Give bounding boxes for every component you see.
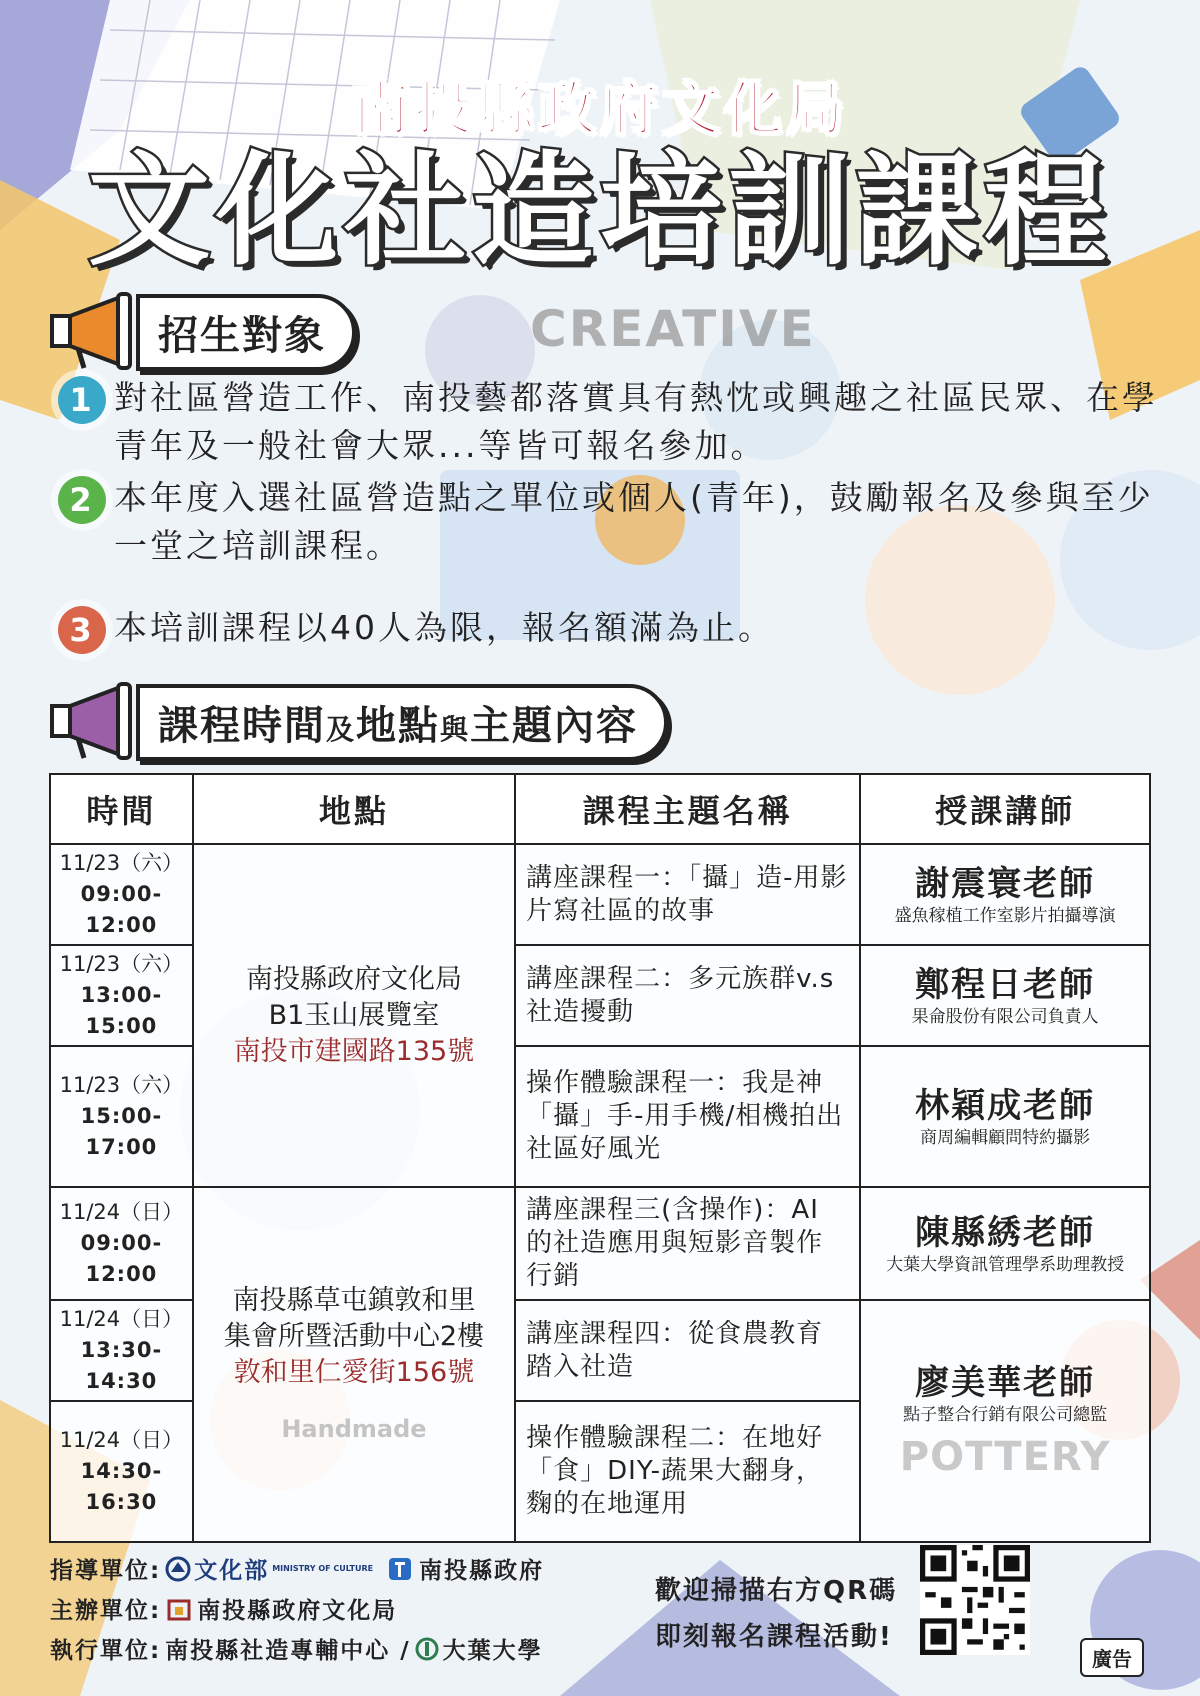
exec-org-2: 大葉大學 [442,1638,543,1664]
date-text: 11/24（日） [59,1307,184,1331]
county-logo-icon [387,1556,413,1582]
venue-name: 南投縣政府文化局 [245,963,462,995]
culture-bureau-logo-icon [167,1597,191,1621]
number-badge-2: 2 [58,476,106,524]
time-range: 13:00-15:00 [80,983,163,1038]
main-title: 文化社造培訓課程 [88,140,1112,282]
teacher-cell [860,1046,1150,1187]
venue-address: 敦和里仁愛街156號 [233,1356,475,1388]
time-range: 15:00-17:00 [80,1104,163,1159]
ministry-name: 文化部 [194,1558,270,1584]
ministry-name-en: MINISTRY OF CULTURE [272,1564,374,1573]
heading-conj-with: 與 [440,712,471,746]
time-range: 13:30-14:30 [80,1338,163,1393]
ministry-logo-icon [165,1556,191,1582]
footer-host-line [50,1592,397,1625]
schedule-heading-label [136,684,668,761]
footer-exec-line [50,1632,543,1665]
scan-line-2: 即刻報名課程活動! [655,1622,893,1652]
table-header-row [50,774,1150,844]
time-cell [50,1187,193,1300]
topic-cell: 講座課程一：「攝」造-用影片寫社區的故事 [515,844,860,945]
teacher-cell [860,1300,1150,1542]
target-text-3: 本培訓課程以40人為限，報名額滿為止。 [114,608,774,647]
number-badge-1: 1 [58,376,106,424]
target-item-3 [58,604,1158,654]
venue-room: 集會所暨活動中心2樓 [223,1320,485,1352]
teacher-title: 果侖股份有限公司負責人 [911,1006,1099,1027]
time-range: 09:00-12:00 [80,1231,163,1286]
ad-badge: 廣告 [1080,1638,1144,1677]
exec-label: 執行單位: [50,1638,162,1664]
date-text: 11/23（六） [59,851,184,875]
guide-label: 指導單位: [50,1558,162,1584]
col-header-location: 地點 [193,774,515,844]
time-cell [50,1401,193,1542]
table-row [50,844,1150,945]
target-item-2 [58,474,1158,570]
topic-cell: 操作體驗課程二：在地好「食」DIY-蔬果大翻身，麴的在地運用 [515,1401,860,1542]
col-header-time: 時間 [50,774,193,844]
decor-pottery-text: POTTERY [899,1434,1111,1480]
teacher-title: 商周編輯顧問特約攝影 [920,1127,1091,1148]
targets-heading-label: 招生對象 [136,294,356,371]
table-row [50,1187,1150,1300]
topic-cell: 講座課程二：多元族群v.s社造擾動 [515,945,860,1046]
number-badge-3: 3 [58,606,106,654]
teacher-title: 點子整合行銷有限公司總監 [903,1405,1108,1425]
schedule-heading [48,682,668,762]
col-header-topic: 課程主題名稱 [515,774,860,844]
county-name: 南投縣政府 [419,1558,545,1584]
time-cell [50,1300,193,1401]
date-text: 11/23（六） [59,952,184,976]
teacher-name: 謝震寰老師 [915,863,1096,904]
topic-cell: 講座課程四：從食農教育踏入社造 [515,1300,860,1401]
time-cell [50,945,193,1046]
date-text: 11/23（六） [59,1073,184,1097]
decor-handmade-text: Handmade [281,1414,427,1443]
heading-part-time: 課程時間 [158,702,326,749]
venue-cell [193,1187,515,1542]
megaphone-icon [48,292,136,372]
teacher-cell [860,1187,1150,1300]
schedule-table [49,773,1151,1543]
teacher-cell [860,844,1150,945]
teacher-title: 盛魚稼植工作室影片拍攝導演 [894,905,1116,926]
qr-code[interactable] [920,1545,1030,1655]
target-text-1: 對社區營造工作、南投藝都落實具有熱忱或興趣之社區民眾、在學青年及一般社會大眾...等皆可報名參加。 [114,378,1158,465]
host-org: 南投縣政府文化局 [197,1598,398,1624]
time-range: 14:30-16:30 [80,1459,163,1514]
ministry-of-culture-logo [165,1552,373,1585]
teacher-name: 陳縣綉老師 [915,1212,1096,1253]
scan-line-1: 歡迎掃描右方QR碼 [655,1576,898,1606]
venue-cell [193,844,515,1187]
heading-conj-and: 及 [326,712,357,746]
teacher-name: 林穎成老師 [915,1085,1096,1126]
venue-address: 南投市建國路135號 [233,1035,475,1067]
teacher-name: 鄭程日老師 [915,964,1096,1005]
teacher-name: 廖美華老師 [915,1363,1096,1403]
venue-room: B1玉山展覽室 [268,999,440,1031]
topic-cell: 講座課程三(含操作)：AI 的社造應用與短影音製作行銷 [515,1187,860,1300]
dayeh-university-logo-icon [415,1637,439,1661]
date-text: 11/24（日） [59,1428,184,1452]
date-text: 11/24（日） [59,1200,184,1224]
exec-org-1: 南投縣社造專輔中心 / [165,1638,411,1664]
teacher-title: 大葉大學資訊管理學系助理教授 [886,1254,1125,1275]
topic-cell: 操作體驗課程一：我是神「攝」手-用手機/相機拍出社區好風光 [515,1046,860,1187]
qr-instruction [655,1568,897,1660]
venue-name: 南投縣草屯鎮敦和里 [232,1284,476,1316]
time-cell [50,1046,193,1187]
targets-heading [48,292,356,372]
heading-part-place: 地點 [356,702,441,749]
col-header-teacher: 授課講師 [860,774,1150,844]
decor-creative-text: CREATIVE [530,300,816,358]
footer-guide-line [50,1552,544,1585]
organizer-title: 南投縣政府文化局 [351,75,848,143]
host-label: 主辦單位: [50,1598,162,1624]
teacher-cell [860,945,1150,1046]
time-range: 09:00-12:00 [80,882,163,937]
time-cell [50,844,193,945]
megaphone-icon [48,682,136,762]
target-text-2: 本年度入選社區營造點之單位或個人(青年)，鼓勵報名及參與至少一堂之培訓課程。 [114,478,1154,565]
heading-part-topic: 主題內容 [470,702,639,749]
target-item-1 [58,374,1158,470]
nantou-county-logo [387,1552,544,1585]
